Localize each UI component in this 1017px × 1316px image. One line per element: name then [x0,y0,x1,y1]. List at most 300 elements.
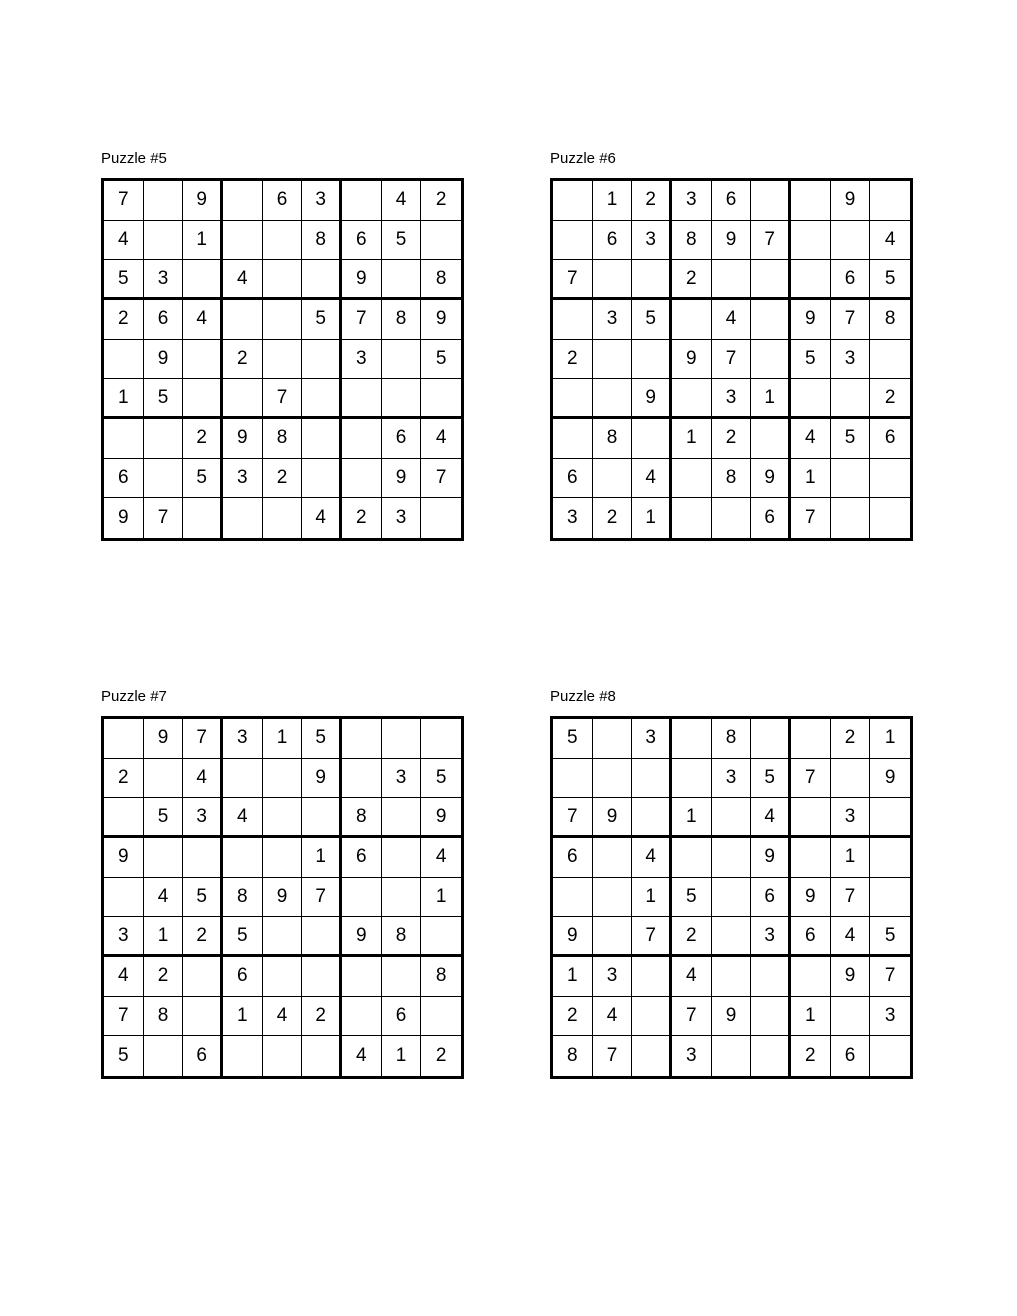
empty-cell[interactable] [183,379,223,419]
empty-cell[interactable] [223,379,263,419]
given-cell: 7 [831,878,871,918]
empty-cell[interactable] [144,181,184,221]
given-cell: 9 [632,379,672,419]
given-cell: 4 [593,997,633,1037]
empty-cell[interactable] [632,798,672,838]
empty-cell[interactable] [712,798,752,838]
given-cell: 9 [183,181,223,221]
given-cell: 9 [302,759,342,799]
empty-cell[interactable] [751,300,791,340]
given-cell: 8 [421,957,461,997]
given-cell: 5 [632,300,672,340]
given-cell: 4 [104,957,144,997]
empty-cell[interactable] [870,459,910,499]
empty-cell[interactable] [144,759,184,799]
empty-cell[interactable] [553,379,593,419]
given-cell: 3 [223,719,263,759]
empty-cell[interactable] [553,419,593,459]
given-cell: 3 [870,997,910,1037]
given-cell: 6 [553,838,593,878]
given-cell: 1 [144,917,184,957]
given-cell: 5 [421,340,461,380]
given-cell: 7 [751,221,791,261]
given-cell: 6 [342,838,382,878]
given-cell: 6 [382,997,422,1037]
given-cell: 5 [183,459,223,499]
given-cell: 1 [791,997,831,1037]
given-cell: 4 [831,917,871,957]
given-cell: 1 [632,878,672,918]
given-cell: 3 [382,498,422,538]
given-cell: 8 [712,459,752,499]
given-cell: 3 [632,719,672,759]
given-cell: 1 [263,719,303,759]
given-cell: 6 [751,498,791,538]
given-cell: 9 [593,798,633,838]
empty-cell[interactable] [223,759,263,799]
empty-cell[interactable] [302,340,342,380]
given-cell: 1 [593,181,633,221]
given-cell: 7 [593,1036,633,1076]
empty-cell[interactable] [831,498,871,538]
empty-cell[interactable] [263,917,303,957]
given-cell: 7 [791,759,831,799]
empty-cell[interactable] [751,181,791,221]
given-cell: 4 [870,221,910,261]
given-cell: 6 [831,260,871,300]
empty-cell[interactable] [672,498,712,538]
given-cell: 3 [302,181,342,221]
empty-cell[interactable] [593,917,633,957]
empty-cell[interactable] [593,838,633,878]
empty-cell[interactable] [342,759,382,799]
given-cell: 4 [183,300,223,340]
given-cell: 9 [382,459,422,499]
empty-cell[interactable] [672,379,712,419]
given-cell: 9 [263,878,303,918]
given-cell: 2 [553,340,593,380]
empty-cell[interactable] [421,498,461,538]
given-cell: 7 [183,719,223,759]
empty-cell[interactable] [342,459,382,499]
empty-cell[interactable] [791,798,831,838]
empty-cell[interactable] [751,997,791,1037]
empty-cell[interactable] [263,838,303,878]
given-cell: 2 [104,759,144,799]
empty-cell[interactable] [183,260,223,300]
given-cell: 7 [104,997,144,1037]
given-cell: 2 [791,1036,831,1076]
given-cell: 1 [183,221,223,261]
given-cell: 3 [712,759,752,799]
empty-cell[interactable] [593,260,633,300]
empty-cell[interactable] [382,719,422,759]
given-cell: 2 [342,498,382,538]
empty-cell[interactable] [672,300,712,340]
empty-cell[interactable] [382,379,422,419]
empty-cell[interactable] [421,379,461,419]
empty-cell[interactable] [382,878,422,918]
given-cell: 3 [223,459,263,499]
empty-cell[interactable] [421,997,461,1037]
given-cell: 8 [263,419,303,459]
empty-cell[interactable] [632,957,672,997]
given-cell: 2 [435,1045,447,1067]
given-cell: 8 [870,300,910,340]
empty-cell[interactable] [223,838,263,878]
empty-cell[interactable] [263,1036,303,1076]
empty-cell[interactable] [831,379,871,419]
empty-cell[interactable] [342,181,382,221]
given-cell: 7 [791,498,831,538]
empty-cell[interactable] [342,719,382,759]
given-cell: 8 [382,917,422,957]
given-cell: 2 [302,997,342,1037]
empty-cell[interactable] [870,498,910,538]
given-cell: 1 [831,838,871,878]
empty-cell[interactable] [751,419,791,459]
given-cell: 3 [593,300,633,340]
given-cell: 2 [553,997,593,1037]
given-cell: 7 [831,300,871,340]
given-cell: 9 [421,300,461,340]
given-cell: 2 [632,181,672,221]
given-cell: 7 [632,917,672,957]
empty-cell[interactable] [223,221,263,261]
empty-cell[interactable] [104,878,144,918]
given-cell: 8 [223,878,263,918]
given-cell: 5 [223,917,263,957]
empty-cell[interactable] [382,957,422,997]
empty-cell[interactable] [183,838,223,878]
given-cell: 9 [421,798,461,838]
given-cell: 6 [870,419,910,459]
empty-cell[interactable] [183,997,223,1037]
empty-cell[interactable] [791,379,831,419]
empty-cell[interactable] [870,340,910,380]
empty-cell[interactable] [183,340,223,380]
given-cell: 6 [791,917,831,957]
given-cell: 8 [672,221,712,261]
given-cell: 8 [553,1036,593,1076]
empty-cell[interactable] [302,459,342,499]
empty-cell[interactable] [104,419,144,459]
empty-cell[interactable] [382,340,422,380]
empty-cell[interactable] [342,957,382,997]
sudoku-grid [101,716,464,1079]
empty-cell[interactable] [870,838,910,878]
given-cell: 4 [342,1036,382,1076]
given-cell: 5 [144,798,184,838]
empty-cell[interactable] [712,1036,752,1076]
empty-cell[interactable] [632,1036,672,1076]
given-cell: 4 [421,419,461,459]
empty-cell[interactable] [302,260,342,300]
given-cell: 4 [421,838,461,878]
given-cell: 2 [593,498,633,538]
given-cell: 9 [553,917,593,957]
empty-cell[interactable] [302,379,342,419]
given-cell: 9 [672,340,712,380]
empty-cell[interactable] [712,878,752,918]
empty-cell[interactable] [263,300,303,340]
given-cell: 8 [712,719,752,759]
given-cell: 5 [553,719,593,759]
given-cell: 7 [263,379,303,419]
given-cell: 1 [302,838,342,878]
empty-cell[interactable] [751,957,791,997]
empty-cell[interactable] [712,917,752,957]
empty-cell[interactable] [751,340,791,380]
empty-cell[interactable] [382,798,422,838]
empty-cell[interactable] [263,798,303,838]
empty-cell[interactable] [302,798,342,838]
puzzle-title: Puzzle #6 [550,150,616,167]
given-cell: 5 [870,917,910,957]
empty-cell[interactable] [712,260,752,300]
given-cell: 4 [223,260,263,300]
empty-cell[interactable] [791,221,831,261]
empty-cell[interactable] [553,221,593,261]
empty-cell[interactable] [263,759,303,799]
given-cell: 1 [791,459,831,499]
given-cell: 5 [791,340,831,380]
empty-cell[interactable] [870,181,910,221]
given-cell: 5 [104,1036,144,1076]
given-cell: 5 [751,759,791,799]
puzzle-title: Puzzle #8 [550,688,616,705]
given-cell: 5 [144,379,184,419]
empty-cell[interactable] [263,260,303,300]
empty-cell[interactable] [791,957,831,997]
empty-cell[interactable] [593,379,633,419]
given-cell: 6 [144,300,184,340]
given-cell: 6 [342,221,382,261]
empty-cell[interactable] [870,878,910,918]
empty-cell[interactable] [553,759,593,799]
empty-cell[interactable] [831,221,871,261]
given-cell: 4 [632,459,672,499]
empty-cell[interactable] [632,419,672,459]
sudoku-grid [550,716,913,1079]
given-cell: 5 [672,878,712,918]
empty-cell[interactable] [223,1036,263,1076]
empty-cell[interactable] [183,957,223,997]
sudoku-grid [101,178,464,541]
given-cell: 2 [183,419,223,459]
given-cell: 5 [421,759,461,799]
empty-cell[interactable] [751,1036,791,1076]
given-cell: 8 [302,221,342,261]
given-cell: 6 [263,181,303,221]
given-cell: 2 [223,340,263,380]
empty-cell[interactable] [553,878,593,918]
given-cell: 3 [831,798,871,838]
given-cell: 7 [553,260,593,300]
empty-cell[interactable] [791,260,831,300]
given-cell: 6 [593,221,633,261]
given-cell: 9 [342,917,382,957]
given-cell: 3 [632,221,672,261]
empty-cell[interactable] [104,798,144,838]
empty-cell[interactable] [712,498,752,538]
empty-cell[interactable] [593,759,633,799]
given-cell: 9 [831,957,871,997]
empty-cell[interactable] [342,379,382,419]
empty-cell[interactable] [672,838,712,878]
given-cell: 2 [104,300,144,340]
given-cell: 4 [791,419,831,459]
given-cell: 3 [553,498,593,538]
given-cell: 4 [104,221,144,261]
given-cell: 2 [712,419,752,459]
empty-cell[interactable] [342,878,382,918]
given-cell: 7 [342,300,382,340]
empty-cell[interactable] [342,419,382,459]
empty-cell[interactable] [302,1036,342,1076]
given-cell: 3 [144,260,184,300]
empty-cell[interactable] [223,181,263,221]
empty-cell[interactable] [144,1036,184,1076]
empty-cell[interactable] [791,181,831,221]
empty-cell[interactable] [302,957,342,997]
empty-cell[interactable] [104,719,144,759]
empty-cell[interactable] [382,838,422,878]
empty-cell[interactable] [870,1036,910,1076]
given-cell: 4 [183,759,223,799]
given-cell: 9 [104,838,144,878]
given-cell: 7 [553,798,593,838]
given-cell: 9 [342,260,382,300]
given-cell: 2 [183,917,223,957]
given-cell: 7 [144,498,184,538]
given-cell: 9 [831,181,871,221]
given-cell: 2 [831,719,871,759]
empty-cell[interactable] [712,838,752,878]
empty-cell[interactable] [183,498,223,538]
given-cell: 1 [223,997,263,1037]
empty-cell[interactable] [593,340,633,380]
given-cell: 1 [751,379,791,419]
empty-cell[interactable] [263,498,303,538]
given-cell: 8 [421,260,461,300]
given-cell: 7 [104,181,144,221]
empty-cell[interactable] [831,459,871,499]
given-cell: 6 [104,459,144,499]
given-cell: 2 [144,957,184,997]
given-cell: 4 [382,181,422,221]
empty-cell[interactable] [302,419,342,459]
given-cell: 6 [183,1036,223,1076]
given-cell: 9 [144,340,184,380]
given-cell: 4 [263,997,303,1037]
given-cell: 3 [712,379,752,419]
empty-cell[interactable] [791,838,831,878]
empty-cell[interactable] [144,419,184,459]
given-cell: 9 [751,459,791,499]
given-cell: 2 [672,260,712,300]
empty-cell[interactable] [831,997,871,1037]
given-cell: 2 [870,379,910,419]
empty-cell[interactable] [672,759,712,799]
given-cell: 9 [712,221,752,261]
given-cell: 3 [382,759,422,799]
empty-cell[interactable] [263,340,303,380]
given-cell: 2 [263,459,303,499]
empty-cell[interactable] [553,181,593,221]
empty-cell[interactable] [632,997,672,1037]
given-cell: 3 [342,340,382,380]
empty-cell[interactable] [751,719,791,759]
given-cell: 6 [831,1036,871,1076]
empty-cell[interactable] [263,221,303,261]
empty-cell[interactable] [831,759,871,799]
empty-cell[interactable] [421,917,461,957]
given-cell: 3 [104,917,144,957]
empty-cell[interactable] [870,798,910,838]
given-cell: 6 [751,878,791,918]
given-cell: 1 [632,498,672,538]
empty-cell[interactable] [593,878,633,918]
empty-cell[interactable] [342,997,382,1037]
empty-cell[interactable] [223,300,263,340]
given-cell: 3 [593,957,633,997]
given-cell: 3 [751,917,791,957]
empty-cell[interactable] [632,260,672,300]
empty-cell[interactable] [421,221,461,261]
empty-cell[interactable] [593,719,633,759]
empty-cell[interactable] [672,459,712,499]
given-cell: 1 [421,878,461,918]
empty-cell[interactable] [382,260,422,300]
given-cell: 1 [672,798,712,838]
given-cell: 2 [421,181,461,221]
given-cell: 9 [751,838,791,878]
empty-cell[interactable] [104,340,144,380]
sudoku-grid [550,178,913,541]
empty-cell[interactable] [263,957,303,997]
empty-cell[interactable] [712,957,752,997]
given-cell: 3 [672,181,712,221]
given-cell: 4 [632,838,672,878]
empty-cell[interactable] [791,719,831,759]
empty-cell[interactable] [553,300,593,340]
empty-cell[interactable] [632,759,672,799]
given-cell: 9 [104,498,144,538]
empty-cell[interactable] [421,719,461,759]
given-cell: 9 [791,300,831,340]
empty-cell[interactable] [144,459,184,499]
given-cell: 7 [421,459,461,499]
puzzle-title: Puzzle #7 [101,688,167,705]
given-cell: 5 [183,878,223,918]
given-cell: 9 [791,878,831,918]
given-cell: 1 [870,719,910,759]
given-cell: 8 [593,419,633,459]
given-cell: 1 [553,957,593,997]
empty-cell[interactable] [302,917,342,957]
empty-cell[interactable] [632,340,672,380]
given-cell: 6 [223,957,263,997]
empty-cell[interactable] [223,498,263,538]
given-cell: 5 [104,260,144,300]
empty-cell[interactable] [593,459,633,499]
empty-cell[interactable] [751,260,791,300]
empty-cell[interactable] [672,719,712,759]
empty-cell[interactable] [144,221,184,261]
empty-cell[interactable] [144,838,184,878]
puzzle-title: Puzzle #5 [101,150,167,167]
